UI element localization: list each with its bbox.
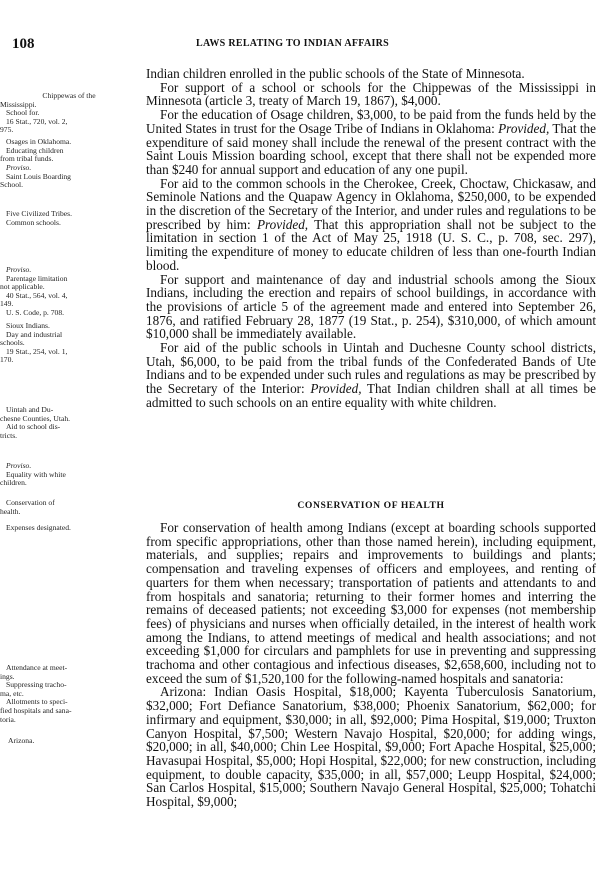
margin-line: Uintah and Du- <box>6 406 54 414</box>
margin-line: health. <box>0 507 21 516</box>
margin-line: Arizona. <box>8 737 35 745</box>
margin-line: Educating children <box>6 146 64 155</box>
paragraph <box>146 341 596 410</box>
margin-line: Mississippi. <box>0 100 37 109</box>
margin-note-conservation <box>0 499 138 516</box>
margin-line: Attendance at meet- <box>6 664 68 672</box>
margin-line: from tribal funds. <box>0 155 54 164</box>
proviso-label: Provided, <box>498 120 550 136</box>
margin-note-attendance <box>0 664 138 724</box>
margin-line: Five Civilized Tribes. <box>6 210 73 218</box>
margin-line: U. S. Code, p. 708. <box>6 308 65 317</box>
margin-line: 40 Stat., 564, vol. 4, <box>6 291 68 300</box>
margin-line: Day and industrial <box>6 330 63 339</box>
margin-note-equality <box>0 462 138 488</box>
paragraph-text: That this appropriation shall not be subject to the limitation in section 1 of the Act of May 25, 1918 (U. S. C., p. 708, sec. 297), limiting the expenditure of money to educate children of less than one-fourth Indian blood. <box>146 216 596 273</box>
paragraph-text: That the expenditure of said money shall include the renewal of the present contract with the Saint Louis Mission boarding school, except that there shall not be expended more than $240 for annual support and education of any one pupil. <box>146 120 596 177</box>
margin-line: School for. <box>6 109 40 118</box>
margin-line: Proviso. <box>6 266 32 274</box>
margin-line: Common schools. <box>6 218 61 227</box>
proviso-label: Provided, <box>256 216 309 232</box>
margin-line: Conservation of <box>6 499 55 507</box>
paragraph: Arizona: Indian Oasis Hospital, $18,000; Kayenta Tuberculosis Sanatorium, $32,000; Fort Defiance Sanatorium, $38,000; Phoenix Sanatorium, $62,000; for infirmary and equipment, $30,000; in all, $92,000; Pima Hospital, $19,000; Truxton Canyon Hospital, $7,500; Western Navajo Hospital, $20,000; for adding wings, $20,000; in all, $40,000; Chin Lee Hospital, $9,000; Fort Apache Hospital, $25,000; Havasupai Hospital, $5,000; Hopi Hospital, $22,000; for new construction, including equipment, to double capacity, $35,000; in all, $57,000; Leupp Hospital, $24,000; San Carlos Hospital, $15,000; Southern Navajo General Hospital, $25,000; Tohatchi Hospital, $9,000; <box>146 684 596 810</box>
margin-note-uintah <box>0 406 138 440</box>
margin-line: Chippewas of the <box>42 92 96 100</box>
running-title: LAWS RELATING TO INDIAN AFFAIRS <box>196 38 390 49</box>
margin-note-expenses <box>0 524 138 533</box>
margin-line: Proviso. <box>6 462 32 470</box>
margin-note-chippewas <box>0 92 138 135</box>
margin-notes <box>0 0 138 896</box>
margin-line: 170. <box>0 356 14 365</box>
margin-line: ma, etc. <box>0 689 24 698</box>
margin-line: Saint Louis Boarding <box>6 172 71 181</box>
margin-line: children. <box>0 479 27 488</box>
margin-note-arizona <box>0 737 138 746</box>
paragraph: For support of a school or schools for the Chippewas of the Mississippi in Minnesota (article 3, treaty of March 19, 1867), $4,000. <box>146 79 596 109</box>
paragraph-text: For aid to the common schools in the Cherokee, Creek, Choctaw, Chickasaw, and Seminole Nations and the Quapaw Agency in Oklahoma, $250,000, to be expended in the discretion of the Secretary of the Interior, and under rules and regulations to be prescribed by him: <box>146 175 596 232</box>
paragraph: Indian children enrolled in the public schools of the State of Minnesota. <box>146 66 525 81</box>
margin-line: chesne Counties, Utah. <box>0 414 71 423</box>
section-title: CONSERVATION OF HEALTH <box>297 500 445 511</box>
margin-line: Parentage limitation <box>6 274 68 283</box>
margin-note-sioux <box>0 322 138 365</box>
margin-line: Aid to school dis- <box>6 423 61 432</box>
margin-line: Equality with white <box>6 470 66 479</box>
margin-note-five-civilized-tribes <box>0 210 138 227</box>
margin-line: Expenses designated. <box>6 524 71 532</box>
margin-line: 16 Stat., 720, vol. 2, <box>6 117 68 126</box>
paragraph: For conservation of health among Indians (except at boarding schools supported from specific appropriations, other than those named herein), including equipment, materials, and supplies; repairs and improvements to buildings and plants; compensation and traveling expenses of officers and employees, and renting of quarters for them when necessary; transportation of patients and attendants to and from hospitals and sanatoria; returning to their former homes and interring the remains of deceased patients; not exceeding $3,000 for expenses (not membership fees) of physicians and nurses when officially detailed, in the interest of health work among the Indians, to attend meetings of medical and health associations; and not exceeding $1,000 for circulars and pamphlets for use in preventing and suppressing trachoma and other contagious and infectious diseases, $2,658,600, including not to exceed the sum of $1,520,100 for the following-named hospitals and sanatoria: <box>146 520 596 686</box>
margin-line: 975. <box>0 126 14 135</box>
margin-note-parentage <box>0 266 138 318</box>
health-section <box>146 521 596 809</box>
margin-line: Suppressing tracho- <box>6 681 67 690</box>
margin-line: 149. <box>0 300 14 309</box>
margin-line: Sioux Indians. <box>6 322 50 330</box>
margin-line: fied hospitals and sana- <box>0 706 72 715</box>
margin-line: ings. <box>0 672 15 681</box>
paragraph-text: For the education of Osage children, $3,000, to be paid from the funds held by the United States in trust for the Osage Tribe of Indians in Oklahoma: <box>146 107 596 136</box>
paragraph <box>146 108 596 177</box>
education-section <box>146 67 596 410</box>
margin-line: 19 Stat., 254, vol. 1, <box>6 347 68 356</box>
paragraph: For support and maintenance of day and industrial schools among the Sioux Indians, including the erection and repairs of school buildings, in accordance with the provisions of article 5 of the agreement made and entered into September 26, 1876, and ratified February 28, 1877 (19 Stat., p. 254), $310,000, of which amount $10,000 shall be immediately available. <box>146 271 596 342</box>
margin-line: tricts. <box>0 431 18 440</box>
margin-line: schools. <box>0 339 25 348</box>
paragraph-text: For aid of the public schools in Uintah and Duchesne County school districts, Utah, $6,000, to be paid from the tribal funds of the Confederated Bands of Ute Indians and to be expended under such rules and regulations as may be prescribed by the Secretary of the Interior: <box>146 340 596 397</box>
paragraph-text: That Indian children shall at all times be admitted to such schools on an entire equality with white children. <box>146 381 597 410</box>
proviso-label: Provided, <box>310 381 362 397</box>
page-number: 108 <box>12 36 35 52</box>
margin-line: Osages in Oklahoma. <box>6 138 72 146</box>
paragraph <box>146 177 596 273</box>
margin-line: toria. <box>0 715 16 724</box>
margin-note-osages <box>0 138 138 164</box>
margin-line: School. <box>0 181 23 190</box>
margin-line: Allotments to speci- <box>6 698 68 707</box>
margin-note-saint-louis <box>0 164 138 190</box>
margin-line: Proviso. <box>6 164 32 172</box>
margin-line: not applicable. <box>0 283 45 292</box>
